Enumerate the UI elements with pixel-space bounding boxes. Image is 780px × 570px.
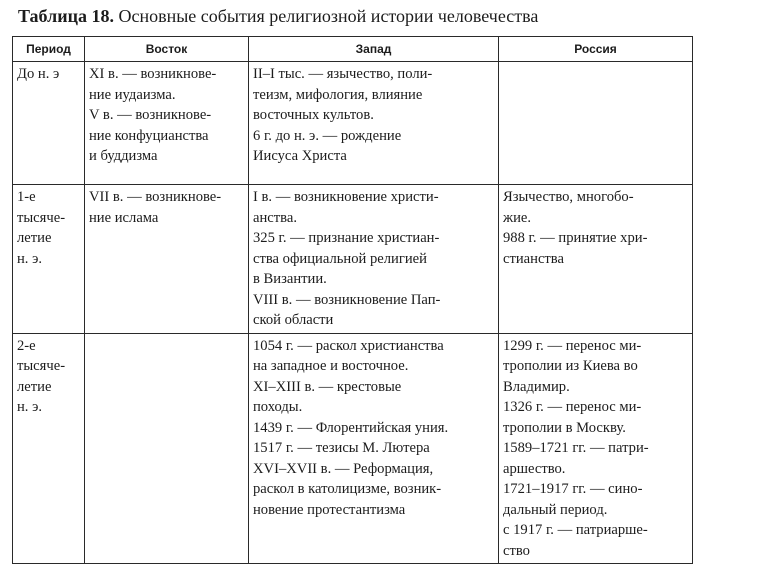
cell-line: тысяче- <box>17 358 66 374</box>
cell-russia <box>499 333 693 564</box>
cell-period <box>13 62 85 185</box>
header-east: Восток <box>85 37 249 62</box>
cell-line: трополии в Москву. <box>503 419 626 436</box>
cell-line: н. э. <box>17 399 43 415</box>
cell-line: ние иудаизма. <box>89 86 176 103</box>
header-russia: Россия <box>499 37 693 62</box>
cell-line: н. э. <box>17 250 43 267</box>
cell-line: в Византии. <box>253 271 327 287</box>
header-west: Запад <box>249 37 499 62</box>
cell-line: теизм, мифология, влияние <box>253 86 423 103</box>
table-number: Таблица 18. <box>18 6 114 26</box>
cell-line: анства. <box>253 209 297 226</box>
cell-line: XVI–XVII в. — Реформация, <box>253 460 434 477</box>
table-caption <box>18 4 538 28</box>
cell-line: с 1917 г. — патриарше- <box>503 522 648 538</box>
cell-line: ство <box>503 542 530 559</box>
cell-line: и буддизма <box>89 148 158 164</box>
table-header <box>13 37 693 62</box>
table-body <box>13 62 693 564</box>
cell-line: трополии из Киева во <box>503 358 638 374</box>
cell-line: походы. <box>253 399 303 415</box>
cell-line: раскол в католицизме, возник- <box>253 481 442 497</box>
cell-line: 1439 г. — Флорентийская уния. <box>253 419 449 436</box>
cell-line: ской области <box>253 312 334 328</box>
cell-line: летие <box>17 230 52 246</box>
religious-history-table <box>12 36 693 564</box>
cell-line: 1054 г. — раскол христианства <box>253 337 444 354</box>
cell-line: 1-е <box>17 189 36 205</box>
cell-line: 1299 г. — перенос ми- <box>503 337 642 354</box>
cell-line: VIII в. — возникновение Пап- <box>253 291 441 308</box>
cell-line: До н. э <box>17 66 60 82</box>
cell-line: I в. — возникновение христи- <box>253 189 439 205</box>
cell-line: дальный период. <box>503 501 608 518</box>
cell-line: Иисуса Христа <box>253 148 347 164</box>
table-title: Основные события религиозной истории человечества <box>118 6 539 26</box>
cell-line: стианства <box>503 250 564 267</box>
cell-russia <box>499 62 693 185</box>
cell-line: 988 г. — принятие хри- <box>503 230 648 246</box>
cell-line: 1517 г. — тезисы М. Лютера <box>253 440 430 456</box>
cell-line: V в. — возникнове- <box>89 107 212 123</box>
cell-line: аршество. <box>503 460 566 477</box>
table-row <box>13 62 693 185</box>
cell-east <box>85 333 249 564</box>
cell-line: 1721–1917 гг. — сино- <box>503 481 643 497</box>
cell-west <box>249 333 499 564</box>
cell-west <box>249 185 499 334</box>
cell-line: 325 г. — признание христиан- <box>253 230 440 246</box>
cell-line: VII в. — возникнове- <box>89 189 222 205</box>
cell-line: ние ислама <box>89 209 159 226</box>
cell-line: новение протестантизма <box>253 501 406 518</box>
cell-line: II–I тыс. — язычество, поли- <box>253 66 433 82</box>
cell-west <box>249 62 499 185</box>
cell-line: XI в. — возникнове- <box>89 66 217 82</box>
cell-line: ства официальной религией <box>253 250 427 267</box>
cell-line: XI–XIII в. — крестовые <box>253 378 402 395</box>
table-row <box>13 333 693 564</box>
cell-line: 2-е <box>17 337 36 354</box>
cell-line: 1326 г. — перенос ми- <box>503 399 642 415</box>
cell-russia <box>499 185 693 334</box>
cell-line: восточных культов. <box>253 107 374 123</box>
cell-east <box>85 185 249 334</box>
cell-line: тысяче- <box>17 209 66 226</box>
cell-period <box>13 333 85 564</box>
cell-line: ние конфуцианства <box>89 127 209 144</box>
cell-period <box>13 185 85 334</box>
cell-line: летие <box>17 378 52 395</box>
cell-line: Владимир. <box>503 378 570 395</box>
cell-line: 6 г. до н. э. — рождение <box>253 127 402 144</box>
cell-line: на западное и восточное. <box>253 358 409 374</box>
header-period: Период <box>13 37 85 62</box>
header-row <box>13 37 693 62</box>
cell-line: Язычество, многобо- <box>503 189 634 205</box>
table-row <box>13 185 693 334</box>
cell-line: жие. <box>503 209 532 226</box>
cell-line: 1589–1721 гг. — патри- <box>503 440 649 456</box>
cell-east <box>85 62 249 185</box>
